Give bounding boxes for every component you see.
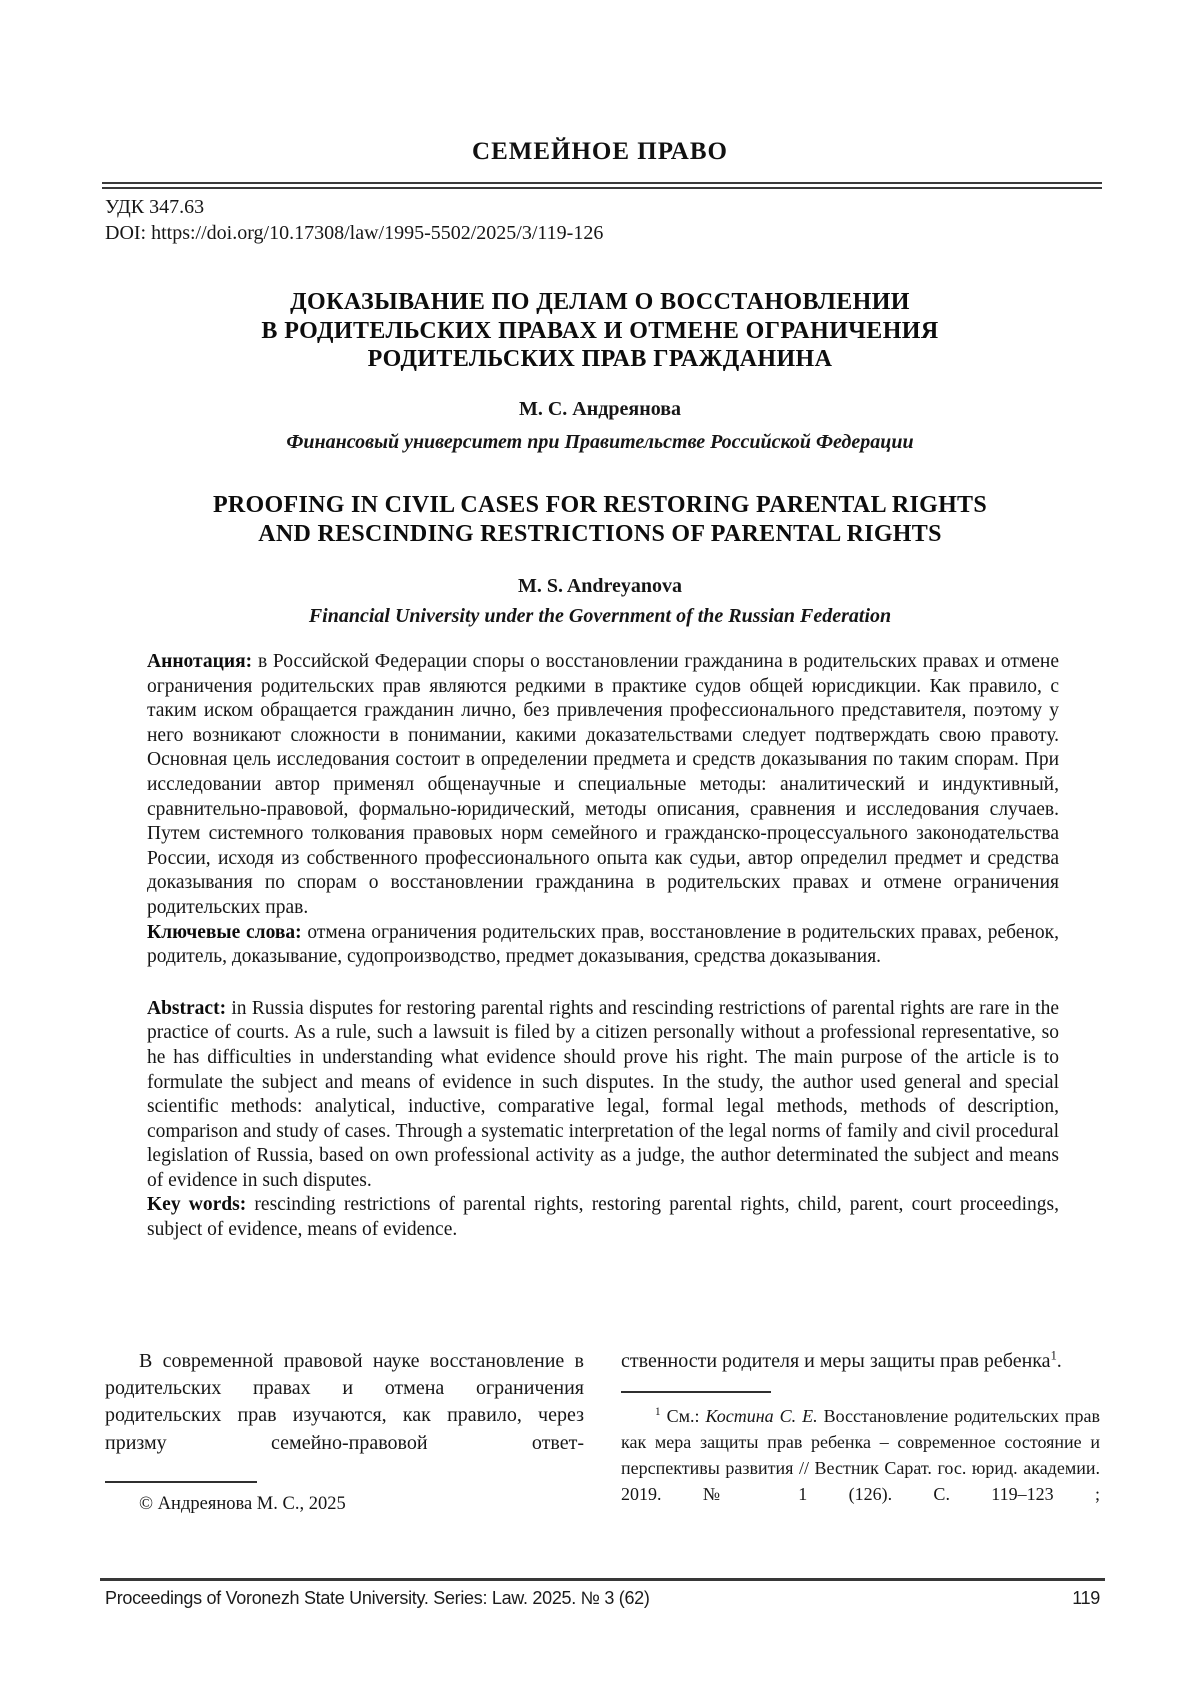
- body-paragraph-right: [621, 1348, 1100, 1375]
- section-header: СЕМЕЙНОЕ ПРАВО: [472, 138, 728, 165]
- doi-link[interactable]: DOI: https://doi.org/10.17308/law/1995-5502/2025/3/119-126: [105, 222, 604, 244]
- affiliation-en: Financial University under the Government of the Russian Federation: [308, 605, 892, 627]
- abstract-ru-label: Аннотация:: [147, 651, 253, 672]
- article-title-ru: [100, 288, 1100, 374]
- footnote-prefix: См.:: [666, 1406, 706, 1427]
- udc-line: УДК 347.63: [105, 196, 205, 218]
- author-en: M. S. Andreyanova: [517, 575, 683, 597]
- footer-journal-line: Proceedings of Voronezh State University. Series: Law. 2025. № 3 (62): [105, 1588, 650, 1608]
- keywords-ru-text: отмена ограничения родительских прав, восстановление в родительских правах, ребенок, родитель, доказывание, судопроизводство, предмет доказывания, средства доказывания.: [147, 921, 1060, 968]
- section-divider-rule: [102, 182, 1102, 189]
- keywords-ru-label: Ключевые слова:: [147, 921, 302, 943]
- footnote-text: [621, 1403, 1100, 1507]
- footnote-ref-marker: 1: [1050, 1348, 1057, 1363]
- keywords-ru-paragraph: [147, 921, 1059, 970]
- abstract-en-paragraph: [147, 997, 1059, 1194]
- body-columns: [105, 1348, 1100, 1507]
- article-title-en-line-1: PROOFING IN CIVIL CASES FOR RESTORING PARENTAL RIGHTS: [212, 492, 988, 518]
- abstract-en-label: Abstract:: [147, 997, 227, 1019]
- abstract-ru-paragraph: [147, 650, 1059, 921]
- footnote-marker: 1: [655, 1406, 661, 1419]
- affiliation-ru: Финансовый университет при Правительстве Российской Федерации: [286, 431, 914, 453]
- article-title-en: [100, 491, 1100, 549]
- article-title-en-line-2: AND RESCINDING RESTRICTIONS OF PARENTAL RIGHTS: [258, 521, 942, 547]
- body-right-column: [621, 1348, 1100, 1507]
- body-paragraph-left: В современной правовой науке восстановление в родительских правах и отмена ограничения родительских прав изучаются, как правило, через призму семейно-правовой ответ-: [105, 1350, 584, 1454]
- body-paragraph-right-end: .: [1056, 1350, 1062, 1372]
- article-title-ru-line-3: РОДИТЕЛЬСКИХ ПРАВ ГРАЖДАНИНА: [367, 346, 833, 372]
- footer-rule: [100, 1578, 1105, 1581]
- abstract-en-text: in Russia disputes for restoring parental rights and rescinding restrictions of parental rights are rare in the practice of courts. As a rule, such a lawsuit is filed by a citizen personally without a professional representative, so he has difficulties in understanding what evidence should prove his right. The main purpose of the article is to formulate the subject and means of evidence in such disputes. In the study, the author used general and special scientific methods: analytical, inductive, comparative legal, formal legal methods, methods of description, comparison and study of cases. Through a systematic interpretation of the legal norms of family and civil procedural legislation of Russia, based on own professional activity as a judge, the author determinated the subject and means of evidence in such disputes.: [147, 997, 1059, 1191]
- keywords-en-label: Key words:: [147, 1194, 247, 1216]
- author-ru: М. С. Андреянова: [518, 398, 682, 420]
- footnote-author: Костина С. Е.: [705, 1406, 818, 1427]
- page-footer: [105, 1588, 1100, 1609]
- copyright-separator-rule: [105, 1481, 257, 1483]
- body-left-column: [105, 1348, 584, 1507]
- abstract-section: [147, 650, 1059, 1243]
- keywords-en-paragraph: [147, 1193, 1059, 1242]
- abstract-ru-text: в Российской Федерации споры о восстановлении гражданина в родительских правах и отмене ограничения родительских прав являются редкими в практике судов общей юрисдикции. Как правило, с таким иском обращается гражданин лично, без привлечения профессионального представителя, поэтому у него возникают сложности в понимании, какими доказательствами следует подтверждать свою правоту. Основная цель исследования состоит в определении предмета и средств доказывания по таким спорам. При исследовании автор применял общенаучные и специальные методы: аналитический и индуктивный, сравнительно-правовой, формально-юридический, методы описания, сравнения и исследования случаев. Путем системного толкования правовых норм семейного и гражданско-процессуального законодательства России, исходя из собственного профессионального опыта как судьи, автор определил предмет и средства доказывания по спорам о восстановлении гражданина в родительских правах и отмене ограничения родительских прав.: [147, 651, 1060, 918]
- keywords-en-text: rescinding restrictions of parental rights, restoring parental rights, child, parent, court proceedings, subject of evidence, means of evidence.: [147, 1194, 1059, 1241]
- footer-page-number: 119: [1072, 1588, 1100, 1608]
- article-title-ru-line-1: ДОКАЗЫВАНИЕ ПО ДЕЛАМ О ВОССТАНОВЛЕНИИ: [290, 289, 910, 315]
- article-title-ru-line-2: В РОДИТЕЛЬСКИХ ПРАВАХ И ОТМЕНЕ ОГРАНИЧЕНИЯ: [261, 317, 939, 344]
- footnote-separator-rule: [621, 1391, 771, 1393]
- footnote-citation: Восстановление родительских прав как мера защиты прав ребенка – современное состояние и перспективы развития // Вестник Сарат. гос. юрид. академии. 2019. № 1 (126). С. 119–123 ;: [621, 1406, 1100, 1505]
- body-paragraph-right-text: ственности родителя и меры защиты прав ребенка: [621, 1350, 1051, 1372]
- copyright-line: © Андреянова М. С., 2025: [139, 1494, 346, 1514]
